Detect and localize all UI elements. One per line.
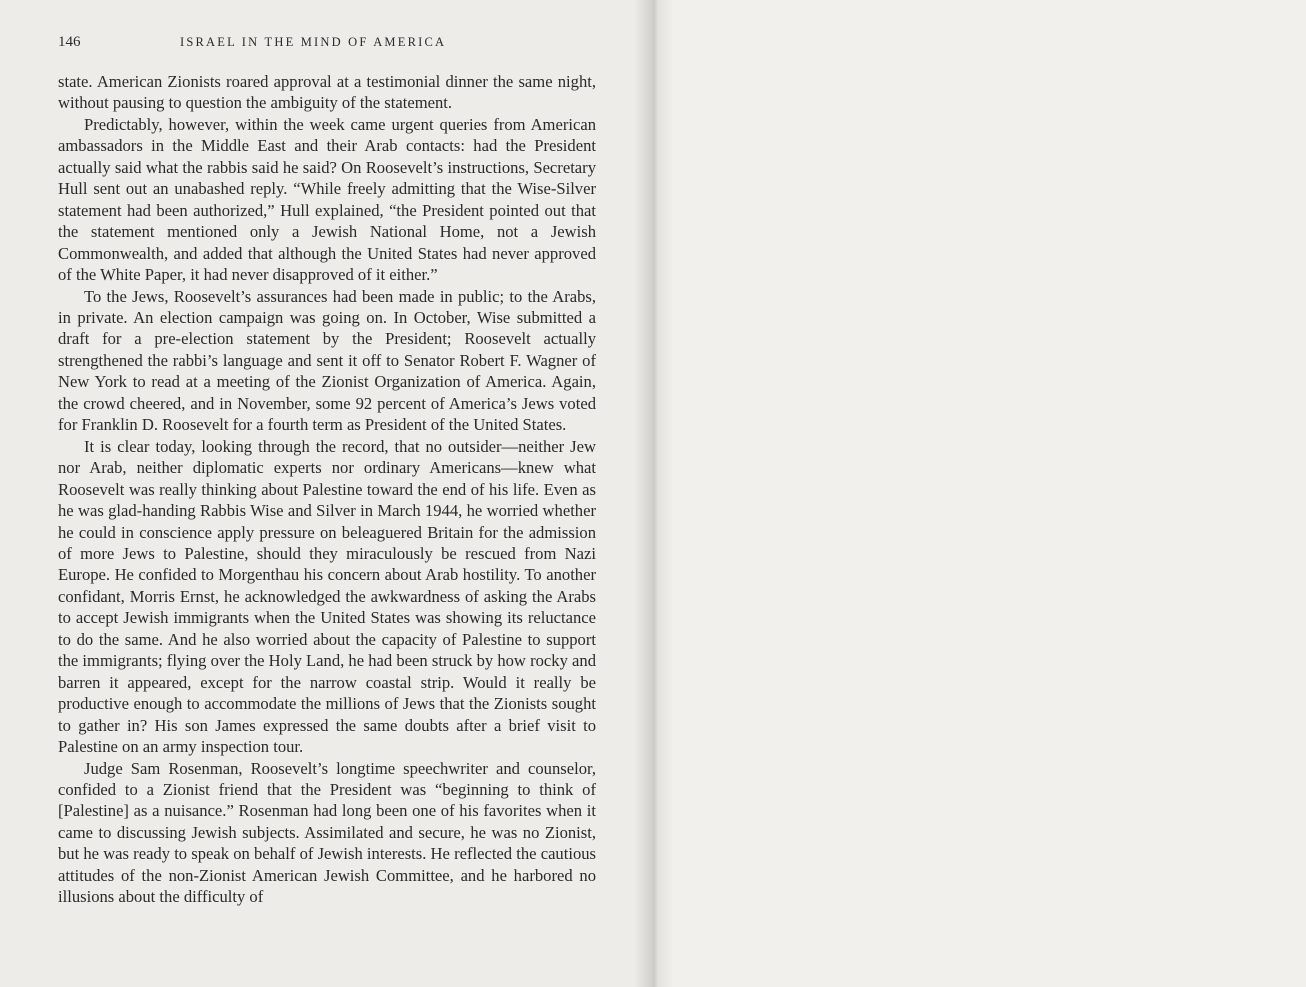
- paragraph: Judge Sam Rosenman, Roosevelt’s longtime speechwriter and counselor, confided to a Zionist friend that the President was “beginning to think of [Palestine] as a nuisance.” Rosenman had long been one of his favorites when it came to discussing Jewish subjects. Assimilated and secure, he was no Zionist, but he was ready to speak on behalf of Jewish interests. He reflected the cautious attitudes of the non-Zionist American Jewish Committee, and he harbored no illusions about the difficulty of: [58, 758, 596, 907]
- left-page: [0, 0, 651, 987]
- running-head: ISRAEL IN THE MIND OF AMERICA: [180, 35, 447, 49]
- page-number-left: 146: [58, 34, 81, 50]
- paragraph: Predictably, however, within the week came urgent queries from American ambassadors in the Middle East and their Arab contacts: had the President actually said what the rabbis said he said? On Roosevelt’s instructions, Secretary Hull sent out an unabashed reply. “While freely admitting that the Wise-Silver statement had been authorized,” Hull explained, “the President pointed out that the statement mentioned only a Jewish National Home, not a Jewish Commonwealth, and added that although the United States had never approved of the White Paper, it had never disapproved of it either.”: [58, 114, 596, 285]
- paragraph: state. American Zionists roared approval at a testimonial dinner the same night, without pausing to question the ambiguity of the statement.: [58, 72, 596, 113]
- paragraph: To the Jews, Roosevelt’s assurances had been made in public; to the Arabs, in private. An election campaign was going on. In October, Wise submitted a draft for a pre-election statement by the President; Roosevelt actually strengthened the rabbi’s language and sent it off to Senator Robert F. Wagner of New York to read at a meeting of the Zionist Organization of America. Again, the crowd cheered, and in November, some 92 percent of America’s Jews voted for Franklin D. Roosevelt for a fourth term as President of the United States.: [58, 286, 596, 435]
- left-page-body: [58, 71, 596, 908]
- right-page: [651, 0, 1306, 987]
- paragraph: It is clear today, looking through the record, that no outsider—neither Jew nor Arab, neither diplomatic experts nor ordinary Americans—knew what Roosevelt was really thinking about Palestine toward the end of his life. Even as he was glad-handing Rabbis Wise and Silver in March 1944, he worried whether he could in conscience apply pressure on beleaguered Britain for the admission of more Jews to Palestine, should they miraculously be rescued from Nazi Europe. He confided to Morgenthau his concern about Arab hostility. To another confidant, Morris Ernst, he acknowledged the awkwardness of asking the Arabs to accept Jewish immigrants when the United States was showing its reluctance to do the same. And he also worried about the capacity of Palestine to support the immigrants; flying over the Holy Land, he had been struck by how rocky and barren it appeared, except for the narrow coastal strip. Would it really be productive enough to accommodate the millions of Jews that the Zionists sought to gather in? His son James expressed the same doubts after a brief visit to Palestine on an army inspection tour.: [58, 436, 596, 757]
